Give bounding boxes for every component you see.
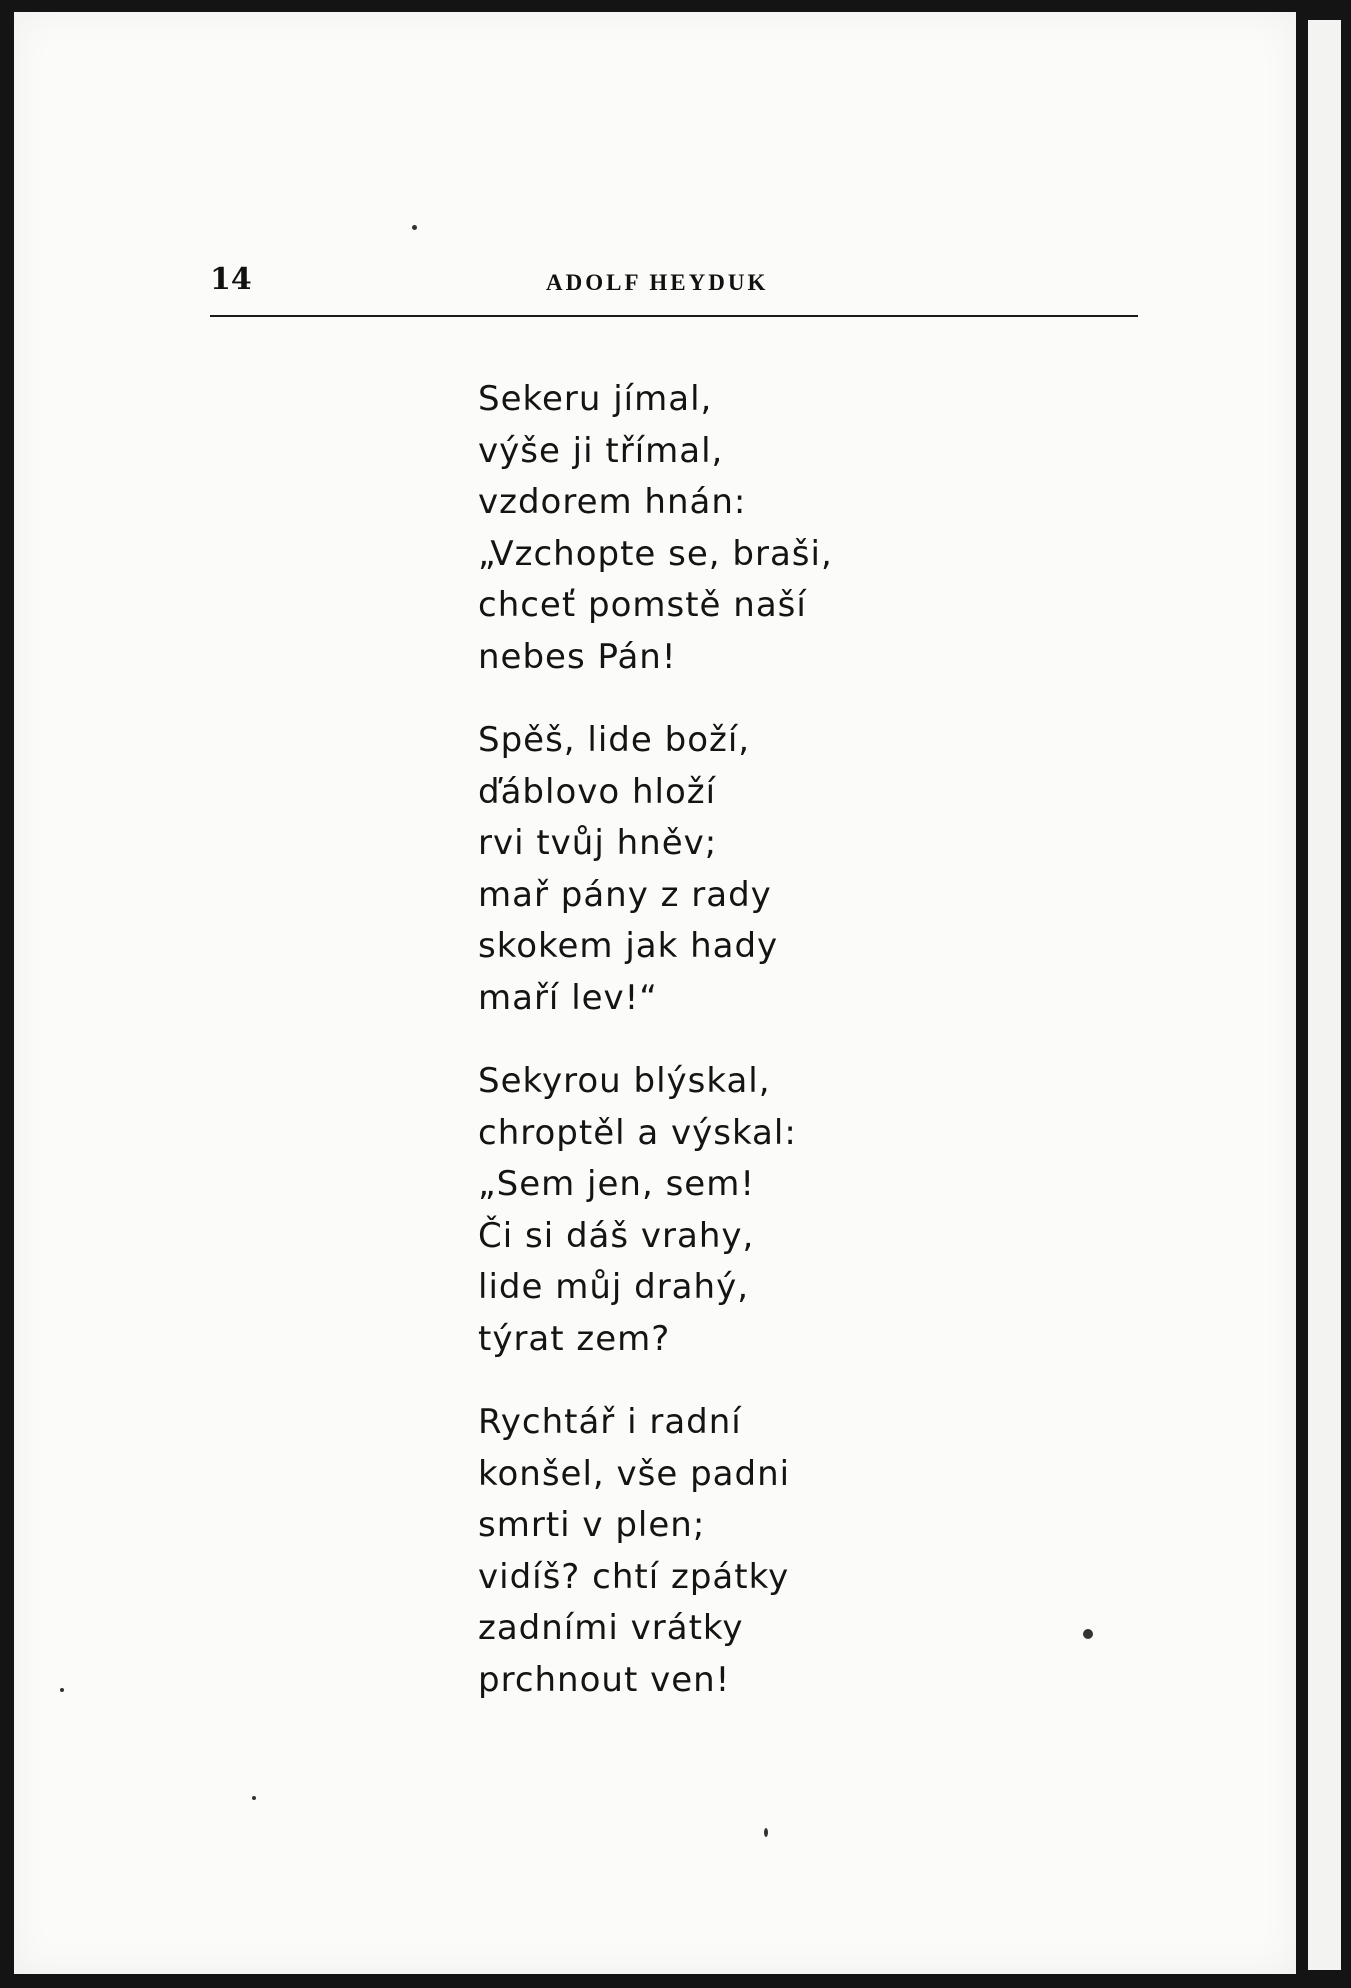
poem-line: prchnout ven! — [478, 1659, 731, 1700]
poem-line: Či si dáš vrahy, — [478, 1215, 755, 1256]
stanza — [478, 1397, 998, 1706]
poem-line: vidíš? chtí zpátky — [478, 1556, 790, 1597]
running-head: ADOLF HEYDUK — [546, 270, 769, 295]
adjacent-page-edge — [1308, 20, 1341, 1970]
scan-speck — [60, 1688, 64, 1692]
stanza — [478, 374, 998, 683]
poem-line: smrti v plen; — [478, 1505, 706, 1545]
poem-line: nebes Pán! — [478, 636, 677, 677]
poem-line: zadními vrátky — [478, 1608, 744, 1648]
poem-line: rvi tvůj hněv; — [478, 823, 718, 863]
poem-line: Rychtář i radní — [478, 1402, 742, 1442]
scan-speck — [252, 1796, 256, 1800]
stanza — [478, 715, 998, 1024]
poem-line: Sekeru jímal, — [478, 379, 713, 419]
poem-line: Sekyrou blýskal, — [478, 1061, 771, 1101]
header-rule — [210, 315, 1138, 317]
poem-line: „Vzchopte se, braši, — [478, 533, 833, 574]
page-number: 14 — [210, 262, 252, 297]
poem-line: týrat zem? — [478, 1318, 671, 1359]
poem-line: konšel, vše padni — [478, 1453, 791, 1494]
poem-line: skokem jak hady — [478, 926, 779, 966]
poem-line: vzdorem hnán: — [478, 482, 747, 522]
poem-line: lide můj drahý, — [478, 1267, 749, 1307]
poem-line: mař pány z rady — [478, 874, 772, 915]
poem — [478, 374, 998, 1738]
scan-speck — [764, 1828, 768, 1837]
poem-line: chroptěl a výskal: — [478, 1112, 797, 1153]
poem-line: „Sem jen, sem! — [478, 1164, 755, 1204]
poem-line: chceť pomstě naší — [478, 585, 807, 625]
poem-line: výše ji třímal, — [478, 430, 724, 471]
poem-line: Spěš, lide boží, — [478, 720, 751, 760]
poem-line: ďáblovo hloží — [478, 771, 717, 812]
page-header — [210, 262, 1138, 312]
scan-speck — [1083, 1629, 1093, 1639]
stanza — [478, 1056, 998, 1365]
poem-line: maří lev!“ — [478, 977, 658, 1018]
scan-speck — [412, 225, 417, 230]
